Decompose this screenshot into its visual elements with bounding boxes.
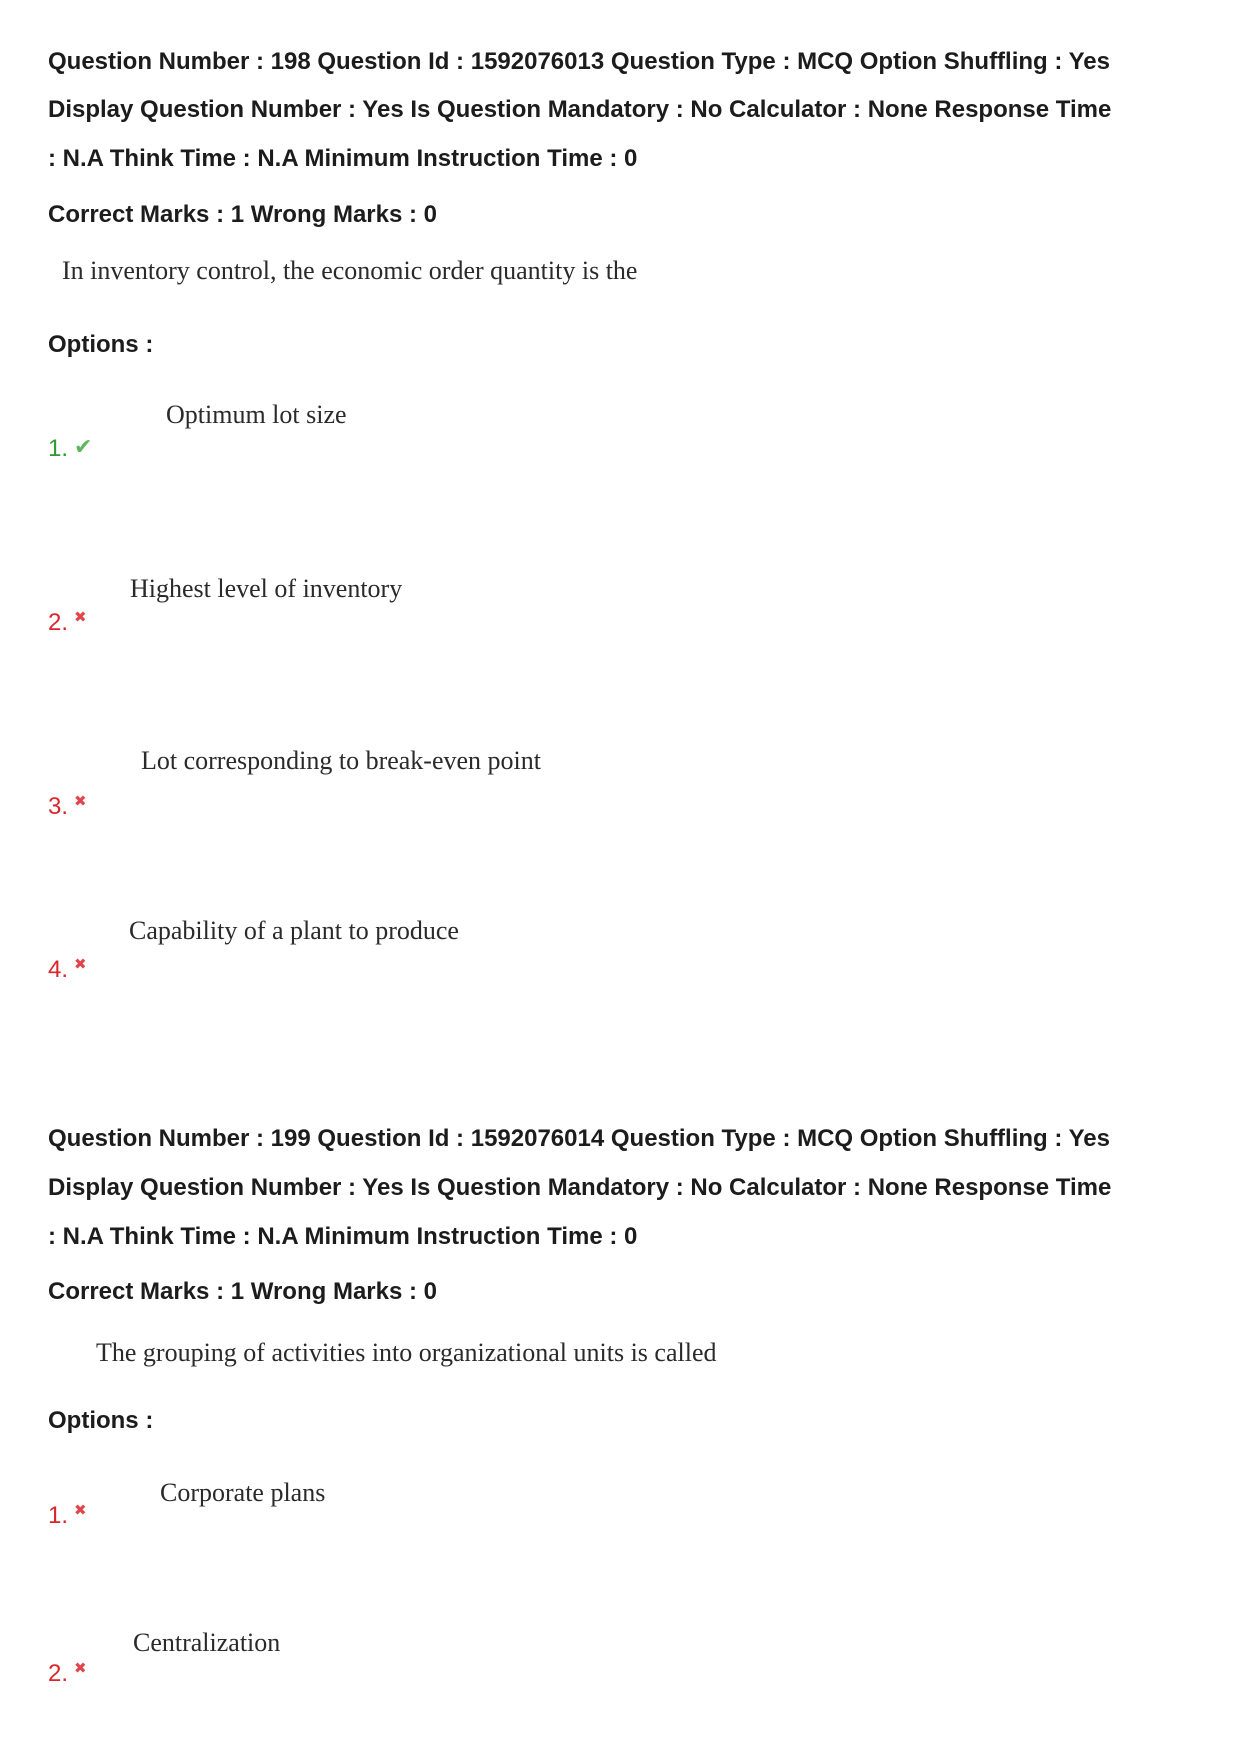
marks-line: Correct Marks : 1 Wrong Marks : 0 — [48, 1278, 438, 1305]
question-meta-line: : N.A Think Time : N.A Minimum Instruction Time : 0 — [48, 1223, 638, 1250]
option-number — [48, 433, 92, 465]
question-meta-line: Question Number : 198 Question Id : 1592076013 Question Type : MCQ Option Shuffling : Yes — [48, 48, 1110, 75]
options-label: Options : — [48, 331, 154, 358]
question-meta-line: : N.A Think Time : N.A Minimum Instruction Time : 0 — [48, 145, 638, 172]
option-number-label: 2. — [48, 609, 69, 636]
options-label: Options : — [48, 1407, 154, 1434]
option-number — [48, 954, 87, 987]
option-text: Optimum lot size — [166, 400, 347, 429]
option-text: Capability of a plant to produce — [129, 916, 459, 945]
question-text: The grouping of activities into organizational units is called — [96, 1338, 717, 1367]
option-number-label: 2. — [48, 1660, 69, 1687]
cross-icon — [74, 1650, 87, 1683]
cross-icon — [74, 946, 87, 979]
option-text: Corporate plans — [160, 1478, 326, 1507]
option-text: Centralization — [133, 1628, 281, 1657]
check-icon — [74, 431, 92, 463]
cross-icon — [74, 599, 87, 632]
option-number-label: 1. — [48, 1502, 69, 1529]
option-text: Highest level of inventory — [130, 574, 403, 603]
option-number — [48, 1658, 87, 1691]
option-number-label: 4. — [48, 956, 69, 983]
cross-icon — [74, 1492, 87, 1525]
marks-line: Correct Marks : 1 Wrong Marks : 0 — [48, 201, 438, 228]
option-number — [48, 791, 87, 824]
option-number — [48, 607, 87, 640]
question-meta-line: Display Question Number : Yes Is Question Mandatory : No Calculator : None Response Time — [48, 1174, 1112, 1201]
question-meta-line: Question Number : 199 Question Id : 1592076014 Question Type : MCQ Option Shuffling : Yes — [48, 1125, 1110, 1152]
option-number-label: 3. — [48, 793, 69, 820]
option-number-label: 1. — [48, 435, 69, 462]
question-text: In inventory control, the economic order quantity is the — [62, 256, 638, 285]
question-meta-line: Display Question Number : Yes Is Question Mandatory : No Calculator : None Response Time — [48, 96, 1112, 123]
cross-icon — [74, 783, 87, 816]
option-text: Lot corresponding to break-even point — [141, 746, 541, 775]
option-number — [48, 1500, 87, 1533]
